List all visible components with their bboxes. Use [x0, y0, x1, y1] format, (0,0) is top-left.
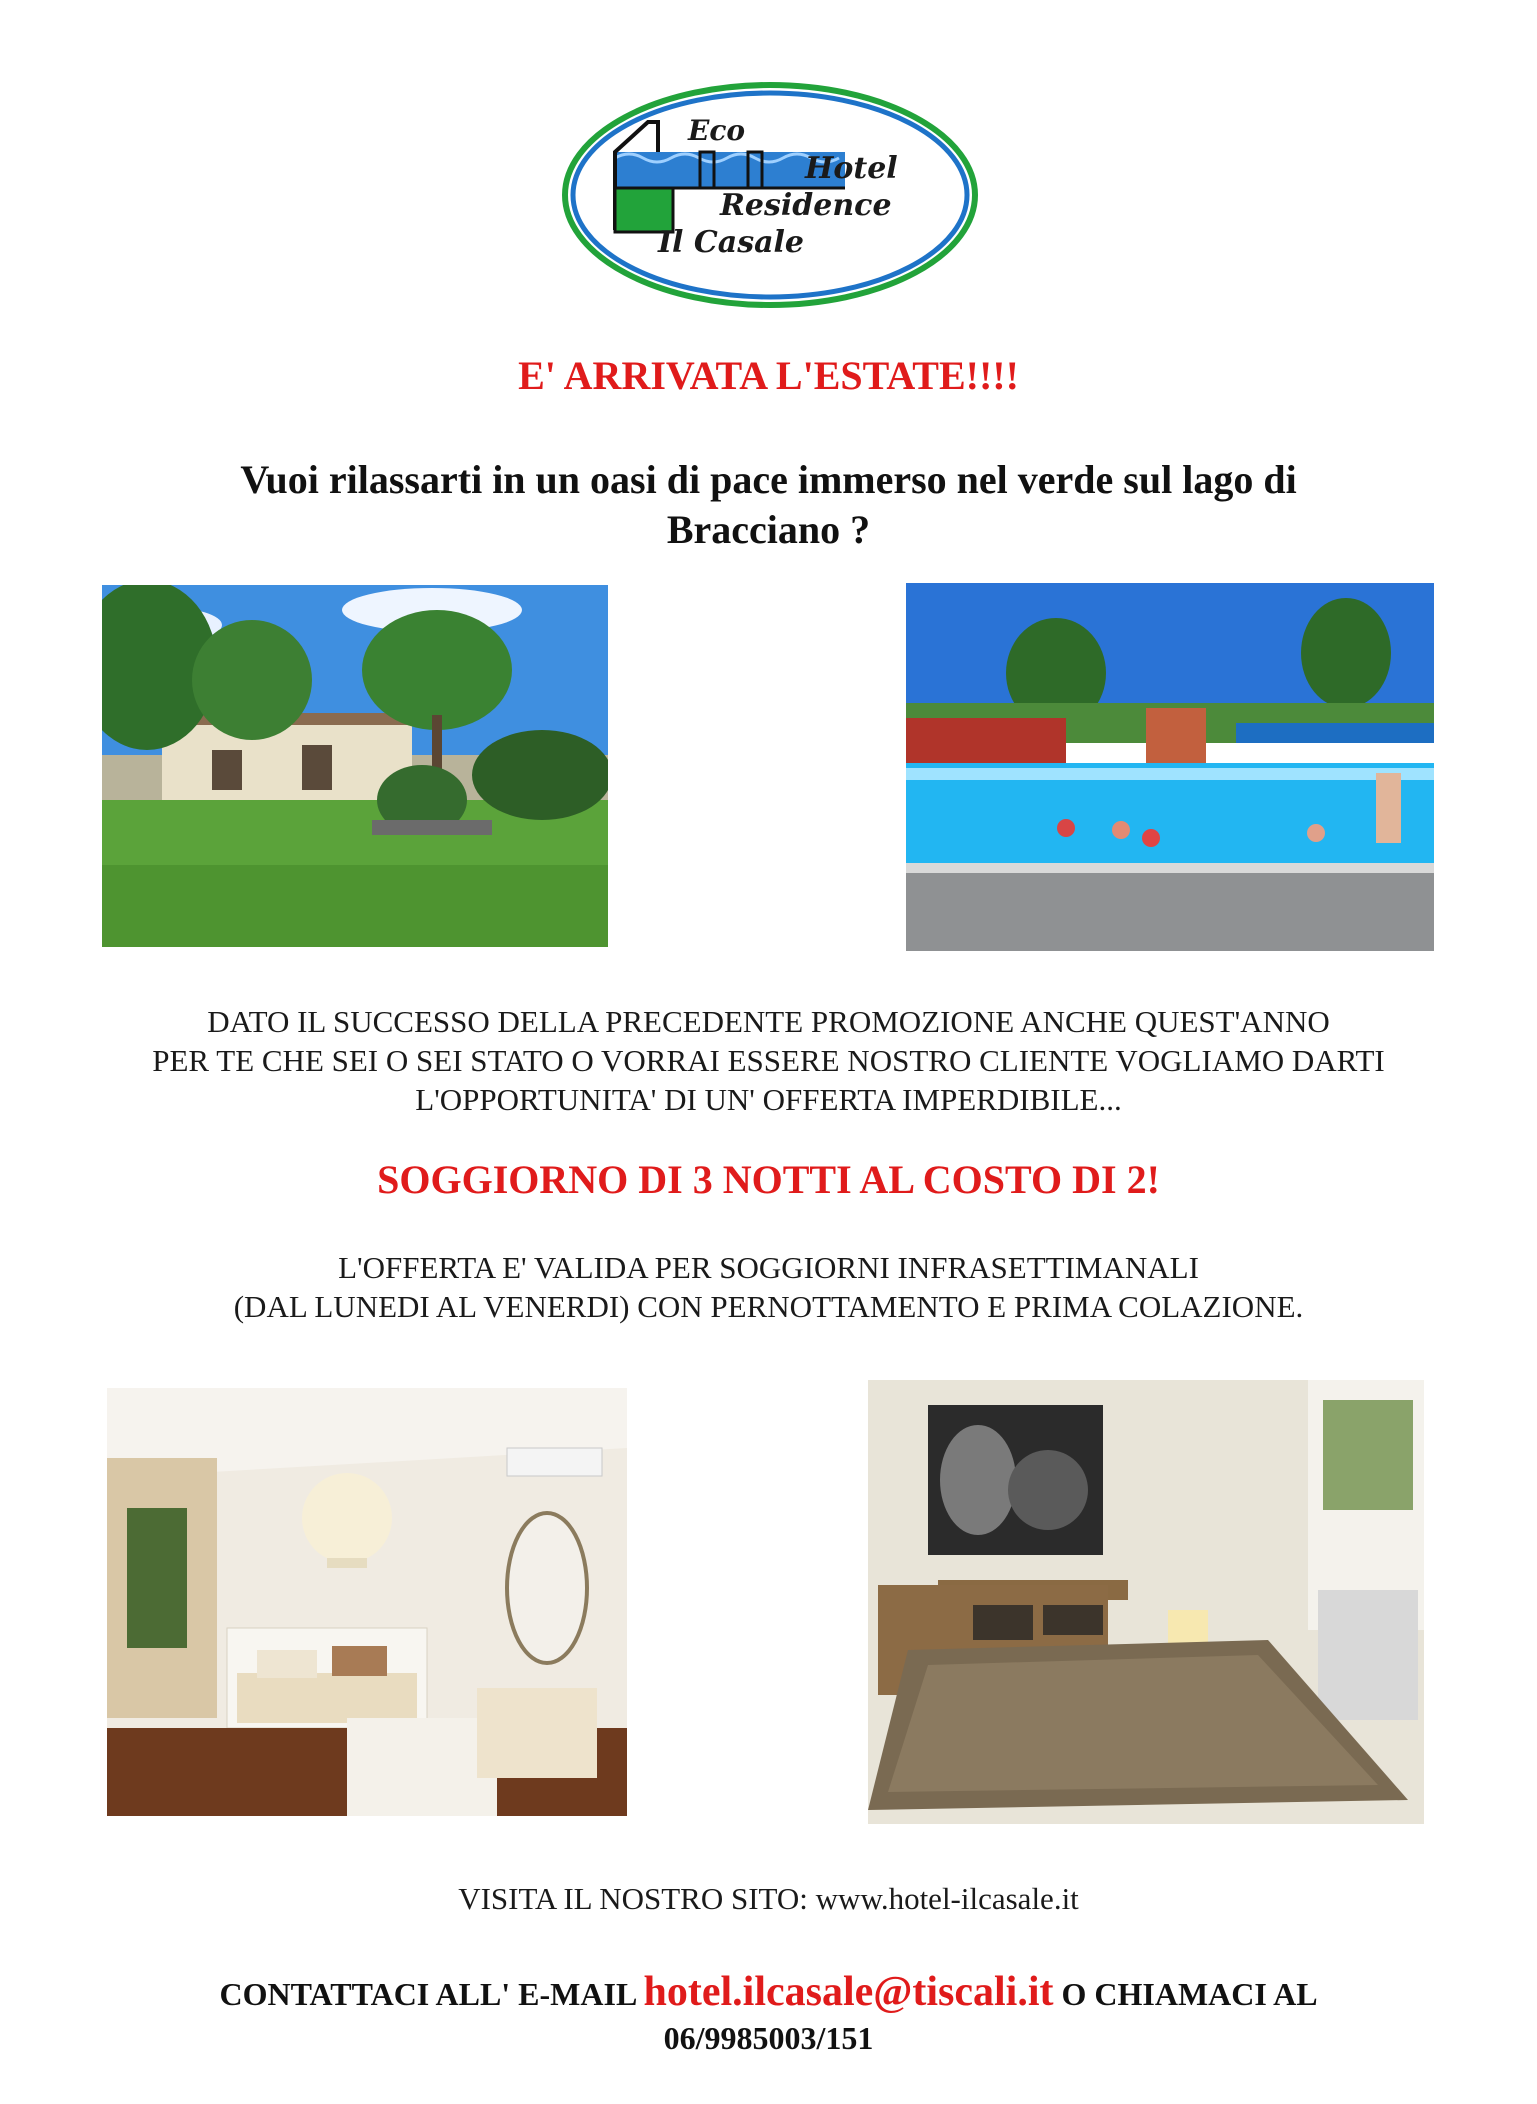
headline: E' ARRIVATA L'ESTATE!!!!: [518, 353, 1019, 398]
question-line-2: Bracciano ?: [666, 507, 871, 552]
photo-bedroom-white: [107, 1388, 627, 1816]
contact-suffix: O CHIAMACI AL: [1053, 1976, 1318, 2012]
logo-text-il-casale: Il Casale: [658, 225, 805, 260]
intro-line-3: L'OPPORTUNITA' DI UN' OFFERTA IMPERDIBILE...: [415, 1082, 1122, 1117]
contact-line-1: [0, 1970, 1537, 2016]
photo-pool: [906, 583, 1434, 951]
intro-paragraph: [0, 1002, 1537, 1119]
question-line-1: Vuoi rilassarti in un oasi di pace immerso nel verde sul lago di: [240, 457, 1297, 502]
conditions-line-2: (DAL LUNEDI AL VENERDI) CON PERNOTTAMENTO E PRIMA COLAZIONE.: [233, 1289, 1304, 1324]
website-line: VISITA IL NOSTRO SITO: www.hotel-ilcasale.it: [458, 1881, 1079, 1916]
conditions-line-1: L'OFFERTA E' VALIDA PER SOGGIORNI INFRASETTIMANALI: [338, 1250, 1199, 1285]
contact-block: [0, 1970, 1537, 2060]
hotel-logo: [560, 80, 980, 310]
offer-headline: SOGGIORNO DI 3 NOTTI AL COSTO DI 2!: [377, 1157, 1160, 1202]
contact-phone: 06/9985003/151: [663, 2020, 874, 2056]
logo-text-residence: Residence: [720, 188, 892, 223]
photo-bedroom-brown: [868, 1380, 1424, 1824]
photo-garden: [102, 585, 608, 947]
logo-text-hotel: Hotel: [805, 151, 898, 186]
contact-email[interactable]: hotel.ilcasale@tiscali.it: [643, 1969, 1054, 2015]
question: [0, 455, 1537, 555]
intro-line-1: DATO IL SUCCESSO DELLA PRECEDENTE PROMOZIONE ANCHE QUEST'ANNO: [207, 1004, 1330, 1039]
logo-text-eco: Eco: [688, 114, 746, 147]
contact-prefix: CONTATTACI ALL' E-MAIL: [219, 1976, 644, 2012]
conditions-paragraph: [0, 1248, 1537, 1326]
intro-line-2: PER TE CHE SEI O SEI STATO O VORRAI ESSERE NOSTRO CLIENTE VOGLIAMO DARTI: [152, 1043, 1385, 1078]
